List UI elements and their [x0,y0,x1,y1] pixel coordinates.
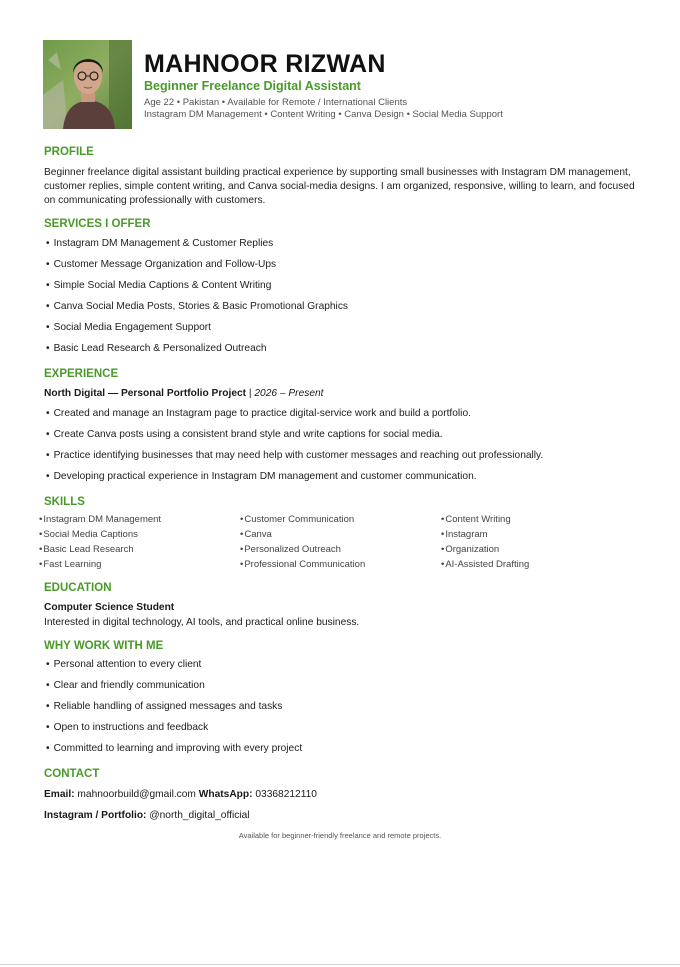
job-header [44,387,324,400]
skill-item: • Organization [441,544,529,559]
profile-photo [43,40,132,129]
list-item: • Clear and friendly communication [46,680,302,701]
skill-item: • Social Media Captions [39,529,161,544]
skill-item: • Instagram DM Management [39,514,161,529]
skill-item: • AI-Assisted Drafting [441,559,529,574]
skill-item: • Personalized Outreach [240,544,365,559]
whatsapp-label: WhatsApp: [198,789,253,800]
list-item: • Customer Message Organization and Follow-Ups [46,259,348,280]
email-value: mahnoorbuild@gmail.com [77,789,196,800]
list-item: • Instagram DM Management & Customer Replies [46,238,348,259]
instagram-label: Instagram / Portfolio: [44,810,147,821]
list-item: • Reliable handling of assigned messages and tasks [46,701,302,722]
list-item: • Create Canva posts using a consistent brand style and write captions for social media. [46,429,543,450]
list-item: • Simple Social Media Captions & Content Writing [46,280,348,301]
list-item: • Developing practical experience in Instagram DM management and customer communication. [46,471,543,492]
profile-heading: PROFILE [44,146,94,158]
job-separator: | [246,388,255,399]
job-dates: 2026 – Present [254,388,324,399]
contact-line-email [44,788,317,801]
list-item: • Committed to learning and improving with every project [46,743,302,764]
list-item: • Open to instructions and feedback [46,722,302,743]
skill-item: • Professional Communication [240,559,365,574]
resume-header [43,40,643,130]
candidate-role: Beginner Freelance Digital Assistant [144,79,361,93]
why-heading: WHY WORK WITH ME [44,640,164,652]
job-title: North Digital — Personal Portfolio Project [44,388,247,399]
list-item: • Created and manage an Instagram page to practice digital-service work and build a portfolio. [46,408,543,429]
skill-item: • Basic Lead Research [39,544,161,559]
skills-column-1 [39,514,161,574]
instagram-value: @north_digital_official [149,810,250,821]
whatsapp-value: 03368212110 [255,789,317,800]
email-label: Email: [44,789,75,800]
skill-item: • Instagram [441,529,529,544]
experience-heading: EXPERIENCE [44,368,119,380]
candidate-meta-line2: Instagram DM Management • Content Writing • Canva Design • Social Media Support [144,109,503,120]
why-list [46,659,302,764]
footer-note: Available for beginner-friendly freelance and remote projects. [238,831,442,840]
skills-column-3 [441,514,529,574]
profile-text: Beginner freelance digital assistant building practical experience by supporting small businesses with Instagram DM management, customer replies, simple content writing, and Canva social-media designs. I am organized, responsive, willing to learn, and focused on communicating professionally with customers. [44,167,635,206]
list-item: • Canva Social Media Posts, Stories & Basic Promotional Graphics [46,301,348,322]
skills-column-2 [240,514,365,574]
education-description: Interested in digital technology, AI tools, and practical online business. [44,617,360,628]
page-bottom-divider [0,964,680,965]
services-heading: SERVICES I OFFER [44,218,151,230]
skills-heading: SKILLS [44,496,85,508]
list-item: • Practice identifying businesses that may need help with customer messages and reaching out professionally. [46,450,543,471]
skill-item: • Fast Learning [39,559,161,574]
list-item: • Social Media Engagement Support [46,322,348,343]
contact-heading: CONTACT [44,768,100,780]
experience-list [46,408,543,492]
list-item: • Basic Lead Research & Personalized Outreach [46,343,348,364]
education-degree: Computer Science Student [44,602,175,613]
contact-line-instagram [44,809,250,822]
skill-item: • Customer Communication [240,514,365,529]
list-item: • Personal attention to every client [46,659,302,680]
skill-item: • Content Writing [441,514,529,529]
services-list [46,238,348,364]
skill-item: • Canva [240,529,365,544]
candidate-meta-line1: Age 22 • Pakistan • Available for Remote / International Clients [144,97,408,108]
candidate-name: MAHNOOR RIZWAN [144,50,386,78]
education-heading: EDUCATION [44,582,112,594]
